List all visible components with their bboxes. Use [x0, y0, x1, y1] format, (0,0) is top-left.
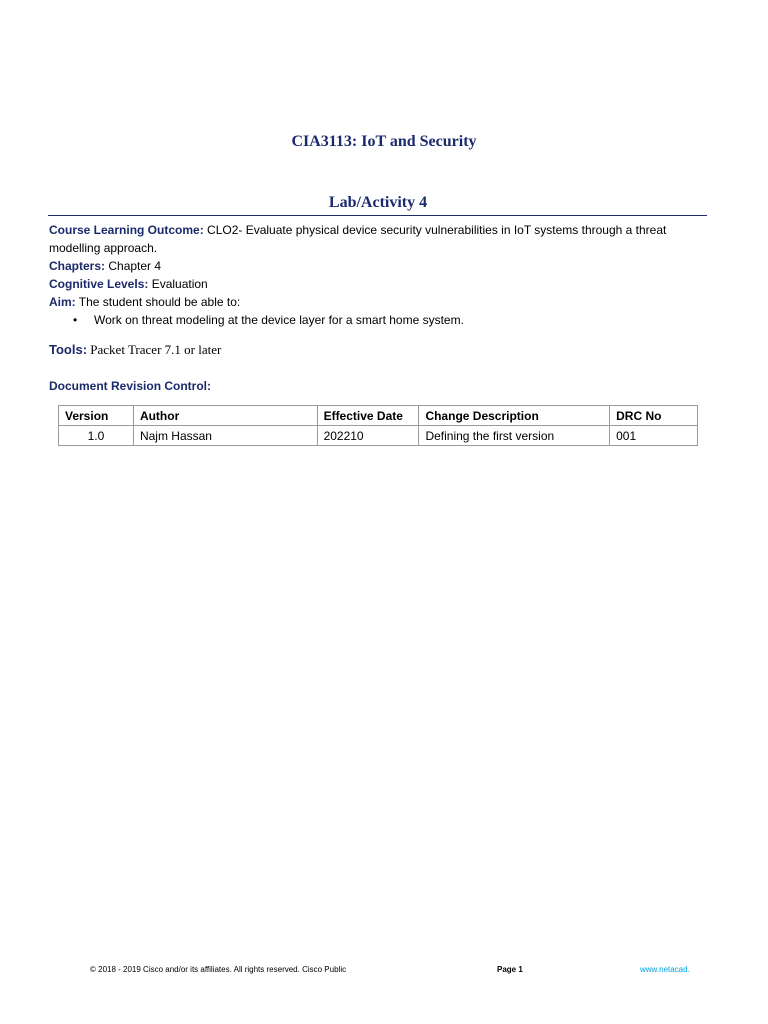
table-header-row [59, 406, 698, 426]
aim-label: Aim: [49, 295, 76, 309]
aim-value: The student should be able to: [75, 295, 241, 309]
clo-line [49, 221, 699, 257]
table-cell-author: Najm Hassan [133, 426, 317, 446]
cognitive-label: Cognitive Levels: [49, 277, 149, 291]
revision-heading-label: Document Revision Control: [49, 379, 212, 393]
aim-line [49, 293, 699, 311]
revision-table [58, 405, 698, 446]
cognitive-value: Evaluation [148, 277, 208, 291]
table-cell-version: 1.0 [59, 426, 134, 446]
table-cell-effective-date: 202210 [317, 426, 419, 446]
chapters-value: Chapter 4 [105, 259, 162, 273]
course-title: CIA3113: IoT and Security [291, 133, 477, 150]
cognitive-line [49, 275, 699, 293]
footer-link[interactable]: www.netacad. [640, 965, 690, 974]
chapters-line [49, 257, 699, 275]
aim-bullet-text: Work on threat modeling at the device layer for a smart home system. [94, 313, 464, 327]
clo-value: CLO2- Evaluate physical device security vulnerabilities in IoT systems through a threat modelling approach. [49, 223, 667, 255]
column-header: Author [133, 406, 317, 426]
table-row [59, 426, 698, 446]
column-header: DRC No [610, 406, 698, 426]
info-section [49, 221, 699, 395]
title-divider [48, 215, 707, 216]
footer-copyright: © 2018 - 2019 Cisco and/or its affiliates. All rights reserved. Cisco Public [90, 965, 347, 974]
table-cell-change-description: Defining the first version [419, 426, 610, 446]
column-header: Effective Date [317, 406, 419, 426]
clo-label: Course Learning Outcome: [49, 223, 204, 237]
tools-value: Packet Tracer 7.1 or later [87, 342, 222, 357]
column-header: Change Description [419, 406, 610, 426]
list-item [73, 311, 699, 329]
footer-page-number: Page 1 [497, 965, 523, 974]
table-cell-drc-no: 001 [610, 426, 698, 446]
chapters-label: Chapters: [49, 259, 106, 273]
tools-label: Tools: [49, 342, 88, 357]
revision-heading [49, 377, 699, 395]
activity-title: Lab/Activity 4 [328, 194, 428, 211]
tools-line [49, 341, 699, 359]
column-header: Version [59, 406, 134, 426]
bullet-icon: • [73, 313, 78, 327]
